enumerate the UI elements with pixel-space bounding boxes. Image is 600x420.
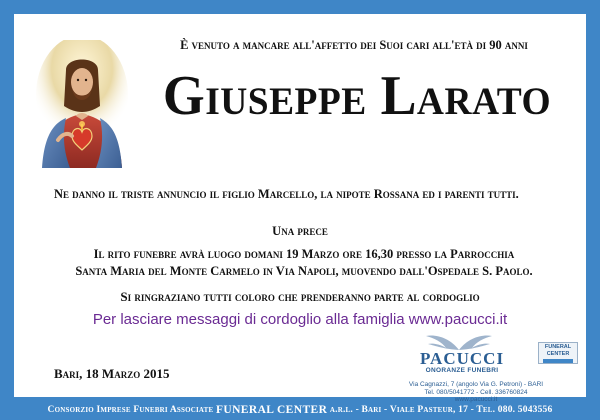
agency-logo bbox=[372, 332, 580, 403]
agency-website: www.pacucci.it bbox=[454, 396, 498, 403]
condolence-message: Per lasciare messaggi di cordoglio alla famiglia www.pacucci.it bbox=[92, 311, 508, 328]
funeral-details bbox=[44, 246, 564, 280]
badge-line-2: CENTER bbox=[546, 351, 570, 357]
agency-address: Via Cagnazzi, 7 (angolo Via G. Petroni) - BARI bbox=[408, 381, 544, 388]
footer-prefix: Consorzio Imprese Funebri Associate bbox=[47, 404, 214, 415]
age-statement: È venuto a mancare all'affetto dei Suoi cari all'età di 90 anni bbox=[180, 38, 528, 52]
notice-date: Bari, 18 Marzo 2015 bbox=[54, 366, 170, 381]
footer-banner bbox=[0, 399, 600, 420]
funeral-center-badge bbox=[538, 342, 578, 364]
footer-brand: FUNERAL CENTER bbox=[215, 403, 328, 416]
thanks-statement: Si ringraziano tutti coloro che prenderanno parte al cordoglio bbox=[120, 289, 480, 304]
agency-subtitle: ONORANZE FUNEBRI bbox=[425, 367, 499, 374]
badge-line-1: FUNERAL bbox=[544, 344, 572, 350]
badge-bar bbox=[543, 359, 573, 363]
prayer-request: Una prece bbox=[272, 224, 328, 238]
family-announcement: Ne danno il triste annuncio il figlio Marcello, la nipote Rossana ed i parenti tutti. bbox=[54, 187, 519, 201]
agency-phone: Tel. 080/5041772 - Cell. 336760824 bbox=[424, 388, 528, 396]
funeral-details-line-2: Santa Maria del Monte Carmelo in Via Napoli, muovendo dall'Ospedale S. Paolo. bbox=[75, 264, 533, 278]
deceased-name: Giuseppe Larato bbox=[162, 65, 552, 127]
funeral-details-line-1: Il rito funebre avrà luogo domani 19 Marzo ore 16,30 presso la Parrocchia bbox=[93, 247, 515, 261]
footer-suffix: a.r.l. - Bari - Viale Pasteur, 17 - Tel. 080. 5043556 bbox=[329, 404, 553, 415]
agency-name: PACUCCI bbox=[419, 349, 505, 368]
sacred-heart-portrait bbox=[36, 40, 128, 170]
notice-body bbox=[14, 14, 586, 403]
